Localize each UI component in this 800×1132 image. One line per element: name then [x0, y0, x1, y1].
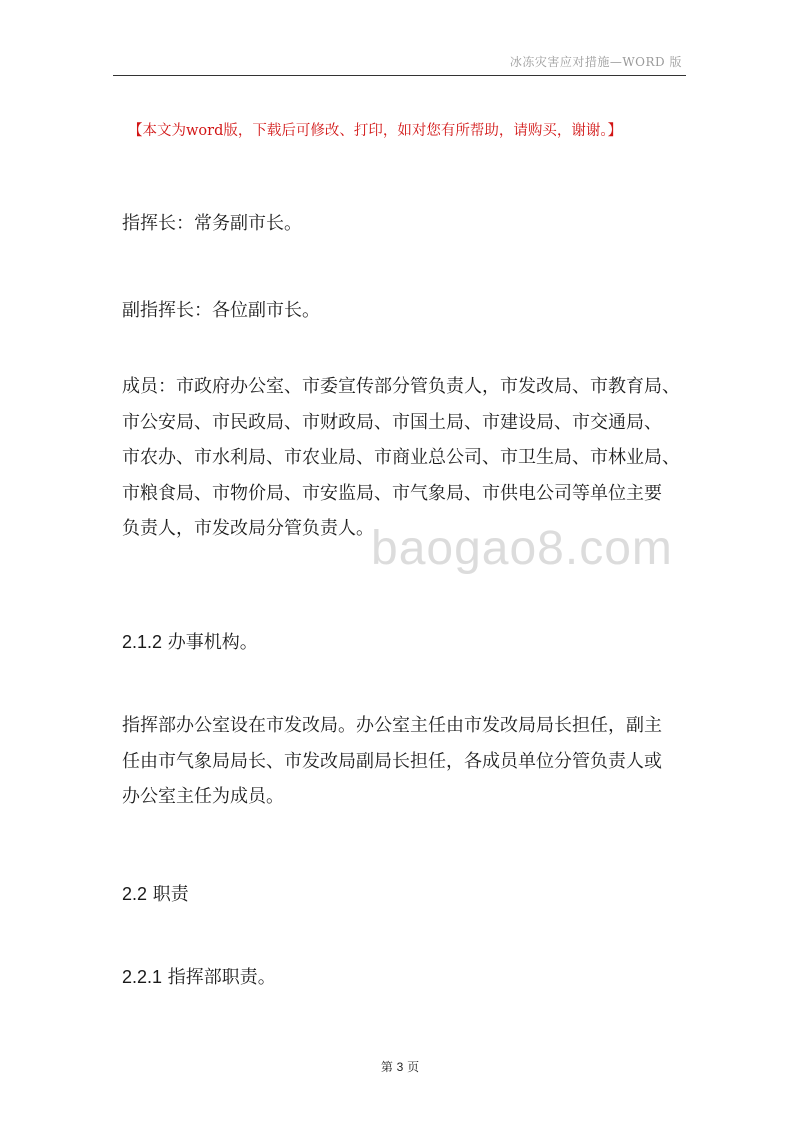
watermark: baogao8.com: [371, 522, 673, 575]
members-line-1: 成员：市政府办公室、市委宣传部分管负责人，市发改局、市教育局、: [122, 376, 680, 397]
page-footer: [0, 1058, 800, 1075]
section-2-2-number: 2.2: [122, 884, 148, 904]
page-number: 3: [396, 1060, 404, 1074]
section-2-2-title: 职责: [152, 884, 189, 905]
office-paragraph: [122, 708, 697, 815]
members-line-2: 市公安局、市民政局、市财政局、市国土局、市建设局、市交通局、: [122, 411, 662, 433]
commander-line: [122, 206, 697, 242]
footer-suffix: 页: [407, 1060, 420, 1074]
section-2-1-2-heading: [122, 625, 697, 661]
footer-prefix: 第: [380, 1060, 393, 1074]
office-line-1: 指挥部办公室设在市发改局。办公室主任由市发改局局长担任，副主: [122, 715, 662, 736]
section-2-2-1-number: 2.2.1: [122, 967, 163, 987]
deputy-line: [122, 293, 697, 329]
section-2-2-1-heading: [122, 960, 697, 996]
members-line-3: 市农办、市水利局、市农业局、市商业总公司、市卫生局、市林业局、: [122, 447, 680, 468]
header-divider: [113, 75, 686, 76]
deputy-text: 副指挥长：各位副市长。: [122, 300, 320, 321]
purchase-notice: 【本文为word版，下载后可修改、打印，如对您有所帮助，请购买，谢谢。】: [128, 123, 623, 139]
members-line-4: 市粮食局、市物价局、市安监局、市气象局、市供电公司等单位主要: [122, 482, 662, 504]
section-2-2-1-title: 指挥部职责。: [167, 967, 276, 988]
section-2-2-heading: [122, 877, 697, 913]
members-line-5: 负责人，市发改局分管负责人。: [122, 518, 374, 539]
header-title: 冰冻灾害应对措施—WORD 版: [509, 55, 682, 69]
office-line-3: 办公室主任为成员。: [122, 786, 284, 807]
section-2-1-2-number: 2.1.2: [122, 632, 163, 652]
office-line-2: 任由市气象局局长、市发改局副局长担任，各成员单位分管负责人或: [122, 750, 662, 772]
commander-text: 指挥长：常务副市长。: [122, 213, 302, 234]
section-2-1-2-title: 办事机构。: [167, 632, 258, 653]
members-paragraph: [122, 369, 697, 547]
